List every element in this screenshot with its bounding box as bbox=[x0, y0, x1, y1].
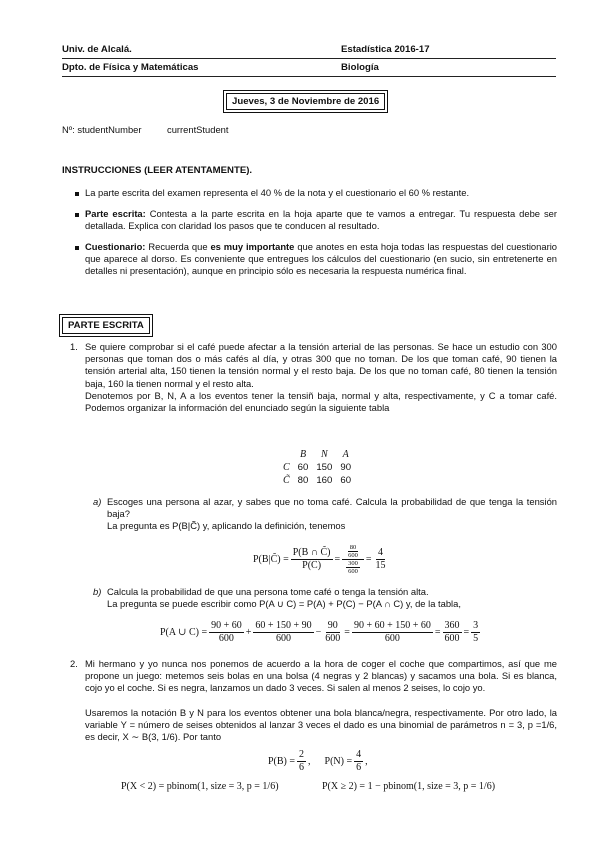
table-header-cell: N bbox=[321, 449, 328, 460]
eq-b-equals: = bbox=[344, 626, 350, 638]
problem2-text2: Usaremos la notación B y N para los eventos obtener una bola blanca/negra, respectivamente. Por otro lado, la variable Y = número de seises obtenidos al lanzar 3 veces el dado es una binomial de parámetros n = 3, p =1/6, es decir, X ∼ B(3, 1/6). Por tanto bbox=[85, 707, 557, 743]
instruction-item-3-text-a: Recuerda que bbox=[145, 241, 211, 252]
eq-a-lhs: P(B|C̃) = bbox=[253, 553, 289, 565]
problem1-text1: Se quiere comprobar si el café puede afectar a la tensión arterial de las personas. Se hace un estudio con 300 personas que toman dos o más cafés al día, y otras 300 que no toman. De los que toman café, 90 tienen la tensión arterial alta, 150 tienen la tensión normal y el resto baja. De los que no toman café, 80 tienen la tensión baja, 160 la tienen normal y el resto alta. bbox=[85, 341, 557, 389]
student-name: currentStudent bbox=[167, 124, 229, 135]
table-cell: 80 bbox=[297, 475, 309, 486]
table-row bbox=[279, 474, 355, 487]
header-university: Univ. de Alcalá. bbox=[62, 44, 132, 55]
problem2-number: 2. bbox=[70, 658, 78, 669]
bullet-3 bbox=[75, 246, 79, 250]
eq-a-n2b: 600 bbox=[348, 551, 358, 559]
eq-b-lhs: P(A ∪ C) = bbox=[160, 626, 208, 638]
table-header-cell: B bbox=[299, 449, 307, 460]
eq-a-equals: = bbox=[334, 553, 341, 565]
eq-pb: P(B) = bbox=[268, 755, 296, 767]
table-cell: 60 bbox=[340, 475, 352, 486]
eq-a-frac1-num: P(B ∩ C̃) bbox=[292, 546, 331, 558]
eq-a-frac3 bbox=[374, 547, 388, 572]
bullet-2 bbox=[75, 213, 79, 217]
eq-a-frac2-den bbox=[342, 560, 364, 575]
eq-b-equals3: = bbox=[463, 626, 470, 638]
eq-a-frac3-num: 4 bbox=[378, 546, 384, 558]
eq-b-f2n: 60 + 150 + 90 bbox=[255, 619, 312, 631]
eq-pbinom-geq: P(X ≥ 2) = 1 − pbinom(1, size = 3, p = 1/6) bbox=[322, 781, 496, 792]
eq-a-equals2: = bbox=[365, 553, 372, 565]
eq-b-f3n: 90 bbox=[327, 619, 338, 631]
instruction-item-1 bbox=[85, 187, 557, 199]
eq-pbinom-less: P(X < 2) = pbinom(1, size = 3, p = 1/6) bbox=[121, 781, 279, 792]
table-cell: 160 bbox=[316, 475, 333, 486]
instruction-item-3-bold: es muy importante bbox=[210, 241, 295, 252]
table-header-cell bbox=[279, 448, 294, 461]
part-a-text2: La pregunta es P(B|C̃) y, aplicando la definición, tenemos bbox=[107, 520, 346, 531]
eq-b-frac3 bbox=[323, 620, 342, 645]
eq-b-minus: − bbox=[315, 626, 322, 638]
eq-a-d2a: 300 bbox=[348, 559, 358, 567]
eq-comma1: , bbox=[308, 755, 311, 767]
eq-b-frac2 bbox=[253, 620, 313, 645]
eq-a-frac3-den: 15 bbox=[375, 559, 386, 571]
eq-a-frac1-den: P(C̃) bbox=[302, 559, 322, 571]
eq-b-plus: + bbox=[245, 626, 252, 638]
date-box: Jueves, 3 de Noviembre de 2016 bbox=[226, 93, 385, 110]
instruction-item-3-lead: Cuestionario: bbox=[85, 241, 146, 252]
table-header-cell: A bbox=[342, 449, 349, 460]
eq-a-n2a: 80 bbox=[349, 543, 357, 551]
eq-b-f5d: 600 bbox=[444, 632, 460, 644]
instruction-item-3 bbox=[85, 241, 557, 278]
eq-a-frac2-num bbox=[342, 544, 364, 560]
student-number: Nº: studentNumber bbox=[62, 124, 142, 135]
eq-a-frac2-num-inner bbox=[346, 544, 360, 559]
header-rule-2 bbox=[62, 76, 556, 77]
part-b-label: b) bbox=[93, 586, 102, 597]
instruction-item-1-text: La parte escrita del examen representa el 40 % de la nota y el cuestionario el 60 % restante. bbox=[85, 187, 470, 198]
instruction-item-2 bbox=[85, 208, 557, 232]
eq-b-f5n: 360 bbox=[444, 619, 460, 631]
problem1-text2: Denotemos por B, N, A a los eventos tener la tensiñ baja, normal y alta, respectivamente, y C a tomar café. Podemos organizar la información del enunciado según la siguiente tabla bbox=[85, 390, 557, 414]
problem2-text1: Mi hermano y yo nunca nos ponemos de acuerdo a la hora de coger el coche que compartimos, así que me propone un juego: metemos seis bolas en una bolsa (4 negras y 2 blancas) y sacamos una bola. Si es blanca, cojo yo el coche. Si es negra, lanzamos un dado 3 veces. Si salen al menos 2 seises, lo cojo yo. bbox=[85, 658, 557, 694]
eq-pb-num: 2 bbox=[299, 748, 305, 760]
part-b-text2: La pregunta se puede escribir como P(A ∪ C) = P(A) + P(C) − P(A ∩ C) y, de la tabla, bbox=[107, 598, 461, 609]
header-rule-1 bbox=[62, 58, 556, 59]
eq-comma2: , bbox=[365, 755, 368, 767]
part-b-text: Calcula la probabilidad de que una persona tome café o tenga la tensión alta. bbox=[107, 586, 429, 597]
section-title: PARTE ESCRITA bbox=[62, 317, 150, 334]
equation-probabilities bbox=[268, 748, 368, 774]
eq-b-frac1 bbox=[209, 620, 244, 645]
eq-b-equals2: = bbox=[434, 626, 441, 638]
instructions-title: INSTRUCCIONES (LEER ATENTAMENTE). bbox=[62, 165, 253, 176]
table-row bbox=[279, 461, 355, 474]
instruction-item-2-text: Contesta a la parte escrita en la hoja aparte que te vamos a entregar. Tu respuesta debe ser detallada. Explica con claridad los pasos que te conducen al resultado. bbox=[85, 208, 557, 232]
eq-b-f1d: 600 bbox=[218, 632, 234, 644]
eq-a-frac2-den-inner bbox=[346, 560, 360, 575]
table-cell: 150 bbox=[316, 462, 333, 473]
eq-a-frac1 bbox=[291, 547, 333, 572]
header-subject: Biología bbox=[341, 62, 379, 73]
eq-pn-frac bbox=[354, 749, 363, 774]
problem1-number: 1. bbox=[70, 341, 78, 352]
part-a-text: Escoges una persona al azar, y sabes que no toma café. Calcula la probabilidad de que tenga la tensión baja? bbox=[107, 496, 557, 520]
table-cell: 90 bbox=[340, 462, 352, 473]
eq-b-frac5 bbox=[443, 620, 462, 645]
table-header-row bbox=[279, 448, 355, 461]
eq-pn: P(N) = bbox=[324, 755, 353, 767]
table-cell: 60 bbox=[297, 462, 309, 473]
eq-pn-num: 4 bbox=[356, 748, 362, 760]
eq-a-d2b: 600 bbox=[348, 567, 358, 575]
eq-b-f4n: 90 + 60 + 150 + 60 bbox=[353, 619, 431, 631]
eq-pb-frac bbox=[297, 749, 306, 774]
header-course: Estadística 2016-17 bbox=[341, 44, 430, 55]
eq-b-f2d: 600 bbox=[276, 632, 292, 644]
eq-pn-den: 6 bbox=[356, 761, 362, 773]
eq-pb-den: 6 bbox=[299, 761, 305, 773]
frequency-table bbox=[279, 448, 355, 487]
eq-b-frac4 bbox=[352, 620, 433, 645]
eq-b-f1n: 90 + 60 bbox=[211, 619, 242, 631]
table-row-label: C̃ bbox=[283, 475, 290, 486]
instruction-item-2-lead: Parte escrita: bbox=[85, 208, 146, 219]
bullet-1 bbox=[75, 192, 79, 196]
table-row-label: C bbox=[283, 462, 290, 473]
eq-b-frac6 bbox=[471, 620, 480, 645]
eq-b-f4d: 600 bbox=[384, 632, 400, 644]
equation-part-a bbox=[253, 544, 390, 574]
eq-b-f6d: 5 bbox=[473, 632, 479, 644]
part-a-label: a) bbox=[93, 496, 102, 507]
eq-b-f3d: 600 bbox=[325, 632, 341, 644]
eq-a-frac2 bbox=[342, 544, 364, 575]
instruction-item-3-text-b: que anotes en esta hoja todas las respuestas del cuestionario que aparece al dorso. Es conveniente que entregues los cálculos del cuestionario (en sucio, sin entretenerte en detalles ni presentación), aunque en principio sólo es necesaria la respuesta numérica final. bbox=[85, 241, 557, 277]
equation-part-b bbox=[160, 617, 482, 647]
header-department: Dpto. de Física y Matemáticas bbox=[62, 62, 199, 73]
eq-b-f6n: 3 bbox=[473, 619, 479, 631]
